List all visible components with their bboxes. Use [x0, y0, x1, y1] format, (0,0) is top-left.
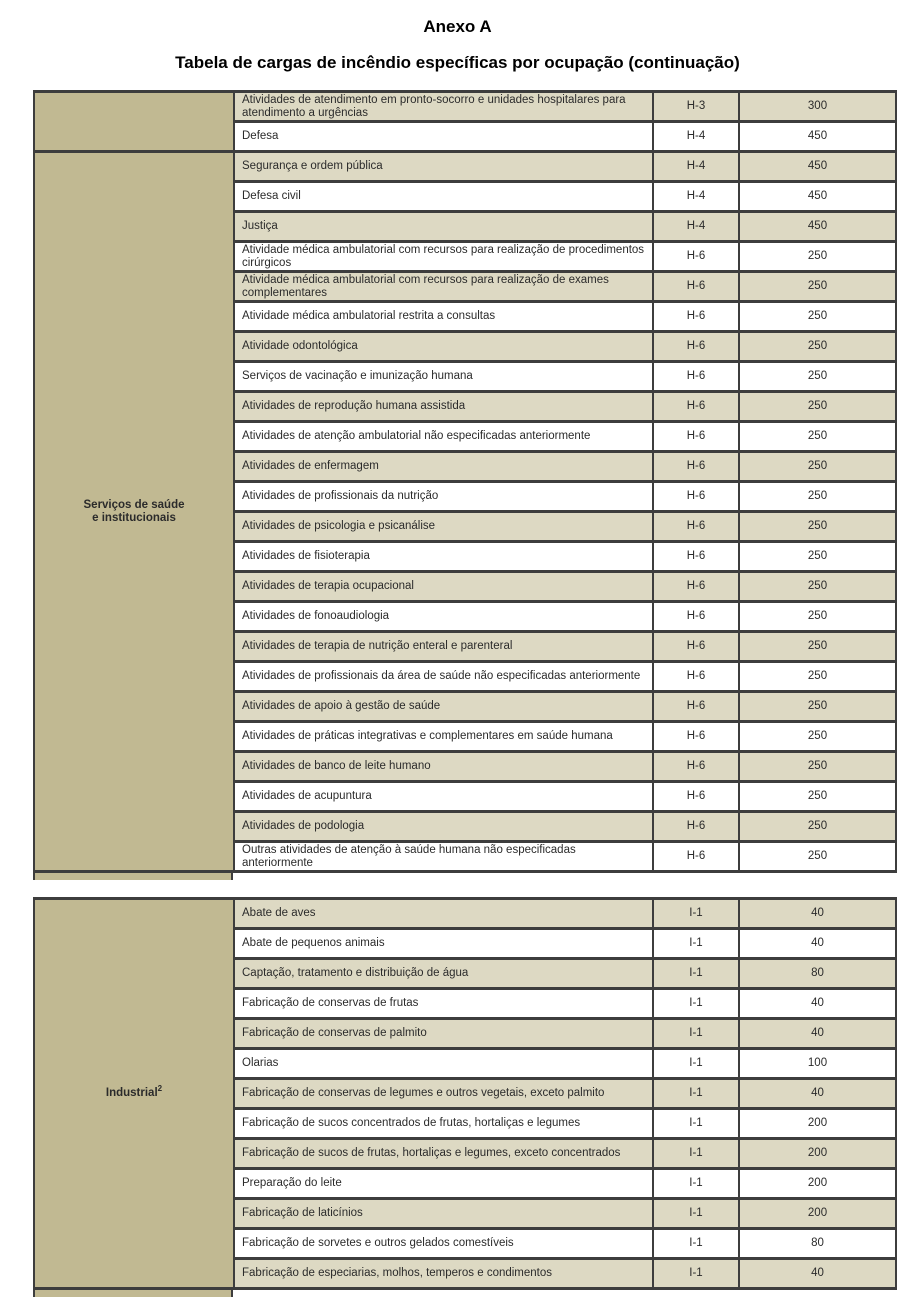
value-cell: 250 — [739, 782, 896, 812]
description-cell: Atividades de práticas integrativas e complementares em saúde humana — [234, 722, 653, 752]
value-cell: 40 — [739, 1019, 896, 1049]
code-cell: I-1 — [653, 1229, 739, 1259]
code-cell: I-1 — [653, 1019, 739, 1049]
value-cell: 100 — [739, 1049, 896, 1079]
value-cell: 250 — [739, 572, 896, 602]
description-cell: Serviços de vacinação e imunização humana — [234, 362, 653, 392]
value-cell: 250 — [739, 362, 896, 392]
description-cell: Defesa civil — [234, 182, 653, 212]
table-section-saude — [33, 90, 895, 873]
code-cell: H-6 — [653, 422, 739, 452]
description-cell: Segurança e ordem pública — [234, 152, 653, 182]
value-cell: 250 — [739, 302, 896, 332]
code-cell: H-6 — [653, 752, 739, 782]
value-cell: 200 — [739, 1169, 896, 1199]
code-cell: I-1 — [653, 1199, 739, 1229]
value-cell: 250 — [739, 482, 896, 512]
description-cell: Fabricação de laticínios — [234, 1199, 653, 1229]
description-cell: Atividades de podologia — [234, 812, 653, 842]
code-cell: H-6 — [653, 332, 739, 362]
code-cell: I-1 — [653, 1079, 739, 1109]
value-cell: 250 — [739, 542, 896, 572]
description-cell: Atividades de atenção ambulatorial não especificadas anteriormente — [234, 422, 653, 452]
code-cell: H-4 — [653, 122, 739, 152]
page-title: Anexo A — [423, 17, 492, 36]
code-cell: H-4 — [653, 182, 739, 212]
code-cell: I-1 — [653, 959, 739, 989]
value-cell: 40 — [739, 929, 896, 959]
cropped-next-row-stub — [33, 1290, 233, 1297]
description-cell: Justiça — [234, 212, 653, 242]
value-cell: 250 — [739, 272, 896, 302]
table-row — [34, 92, 896, 122]
code-cell: I-1 — [653, 1169, 739, 1199]
code-cell: H-6 — [653, 782, 739, 812]
category-cell: Serviços de saúde e institucionais — [34, 152, 234, 872]
value-cell: 250 — [739, 842, 896, 872]
page-subtitle: Tabela de cargas de incêndio específicas por ocupação (continuação) — [175, 53, 740, 72]
description-cell: Fabricação de sucos de frutas, hortaliças e legumes, exceto concentrados — [234, 1139, 653, 1169]
description-cell: Atividade médica ambulatorial com recursos para realização de exames complementares — [234, 272, 653, 302]
description-cell: Atividades de terapia ocupacional — [234, 572, 653, 602]
value-cell: 40 — [739, 899, 896, 929]
code-cell: H-6 — [653, 362, 739, 392]
value-cell: 250 — [739, 332, 896, 362]
description-cell: Atividades de profissionais da nutrição — [234, 482, 653, 512]
fire-load-table-saude — [33, 90, 897, 873]
table-row — [34, 899, 896, 929]
value-cell: 450 — [739, 212, 896, 242]
description-cell: Outras atividades de atenção à saúde humana não especificadas anteriormente — [234, 842, 653, 872]
code-cell: H-6 — [653, 632, 739, 662]
description-cell: Fabricação de conservas de frutas — [234, 989, 653, 1019]
code-cell: H-6 — [653, 392, 739, 422]
table-section-industrial — [33, 897, 895, 1290]
value-cell: 450 — [739, 182, 896, 212]
value-cell: 250 — [739, 512, 896, 542]
code-cell: I-1 — [653, 1259, 739, 1289]
category-cell — [34, 92, 234, 152]
value-cell: 80 — [739, 1229, 896, 1259]
code-cell: H-6 — [653, 542, 739, 572]
value-cell: 300 — [739, 92, 896, 122]
value-cell: 450 — [739, 122, 896, 152]
value-cell: 200 — [739, 1199, 896, 1229]
value-cell: 40 — [739, 989, 896, 1019]
code-cell: I-1 — [653, 1109, 739, 1139]
description-cell: Atividades de enfermagem — [234, 452, 653, 482]
description-cell: Atividades de reprodução humana assistida — [234, 392, 653, 422]
value-cell: 250 — [739, 812, 896, 842]
description-cell: Atividades de banco de leite humano — [234, 752, 653, 782]
description-cell: Atividades de fisioterapia — [234, 542, 653, 572]
value-cell: 250 — [739, 242, 896, 272]
code-cell: H-6 — [653, 842, 739, 872]
code-cell: I-1 — [653, 1139, 739, 1169]
code-cell: H-6 — [653, 242, 739, 272]
description-cell: Atividades de psicologia e psicanálise — [234, 512, 653, 542]
code-cell: H-6 — [653, 662, 739, 692]
value-cell: 200 — [739, 1139, 896, 1169]
description-cell: Atividades de acupuntura — [234, 782, 653, 812]
value-cell: 40 — [739, 1259, 896, 1289]
description-cell: Fabricação de conservas de palmito — [234, 1019, 653, 1049]
description-cell: Atividades de fonoaudiologia — [234, 602, 653, 632]
code-cell: H-6 — [653, 812, 739, 842]
description-cell: Fabricação de sorvetes e outros gelados comestíveis — [234, 1229, 653, 1259]
code-cell: H-6 — [653, 452, 739, 482]
value-cell: 40 — [739, 1079, 896, 1109]
code-cell: H-4 — [653, 152, 739, 182]
category-cell: Industrial$^2$ — [34, 899, 234, 1289]
code-cell: H-6 — [653, 302, 739, 332]
value-cell: 250 — [739, 422, 896, 452]
description-cell: Defesa — [234, 122, 653, 152]
description-cell: Fabricação de especiarias, molhos, temperos e condimentos — [234, 1259, 653, 1289]
code-cell: I-1 — [653, 989, 739, 1019]
description-cell: Abate de pequenos animais — [234, 929, 653, 959]
value-cell: 250 — [739, 662, 896, 692]
description-cell: Atividades de terapia de nutrição enteral e parenteral — [234, 632, 653, 662]
code-cell: H-6 — [653, 272, 739, 302]
value-cell: 450 — [739, 152, 896, 182]
code-cell: I-1 — [653, 1049, 739, 1079]
description-cell: Atividades de atendimento em pronto-socorro e unidades hospitalares para atendimento a urgências — [234, 92, 653, 122]
description-cell: Fabricação de sucos concentrados de frutas, hortaliças e legumes — [234, 1109, 653, 1139]
code-cell: H-6 — [653, 722, 739, 752]
value-cell: 250 — [739, 632, 896, 662]
description-cell: Atividade odontológica — [234, 332, 653, 362]
description-cell: Atividades de apoio à gestão de saúde — [234, 692, 653, 722]
code-cell: I-1 — [653, 929, 739, 959]
code-cell: H-6 — [653, 572, 739, 602]
value-cell: 250 — [739, 692, 896, 722]
cropped-next-row-stub — [33, 873, 233, 880]
code-cell: I-1 — [653, 899, 739, 929]
description-cell: Abate de aves — [234, 899, 653, 929]
description-cell: Atividade médica ambulatorial restrita a consultas — [234, 302, 653, 332]
code-cell: H-4 — [653, 212, 739, 242]
table-row — [34, 152, 896, 182]
code-cell: H-6 — [653, 692, 739, 722]
code-cell: H-6 — [653, 482, 739, 512]
value-cell: 250 — [739, 752, 896, 782]
description-cell: Atividades de profissionais da área de saúde não especificadas anteriormente — [234, 662, 653, 692]
value-cell: 250 — [739, 602, 896, 632]
value-cell: 250 — [739, 452, 896, 482]
description-cell: Captação, tratamento e distribuição de água — [234, 959, 653, 989]
description-cell: Olarias — [234, 1049, 653, 1079]
code-cell: H-6 — [653, 602, 739, 632]
value-cell: 80 — [739, 959, 896, 989]
description-cell: Atividade médica ambulatorial com recursos para realização de procedimentos cirúrgicos — [234, 242, 653, 272]
description-cell: Fabricação de conservas de legumes e outros vegetais, exceto palmito — [234, 1079, 653, 1109]
code-cell: H-3 — [653, 92, 739, 122]
value-cell: 250 — [739, 722, 896, 752]
fire-load-table-industrial — [33, 897, 897, 1290]
value-cell: 200 — [739, 1109, 896, 1139]
value-cell: 250 — [739, 392, 896, 422]
code-cell: H-6 — [653, 512, 739, 542]
description-cell: Preparação do leite — [234, 1169, 653, 1199]
